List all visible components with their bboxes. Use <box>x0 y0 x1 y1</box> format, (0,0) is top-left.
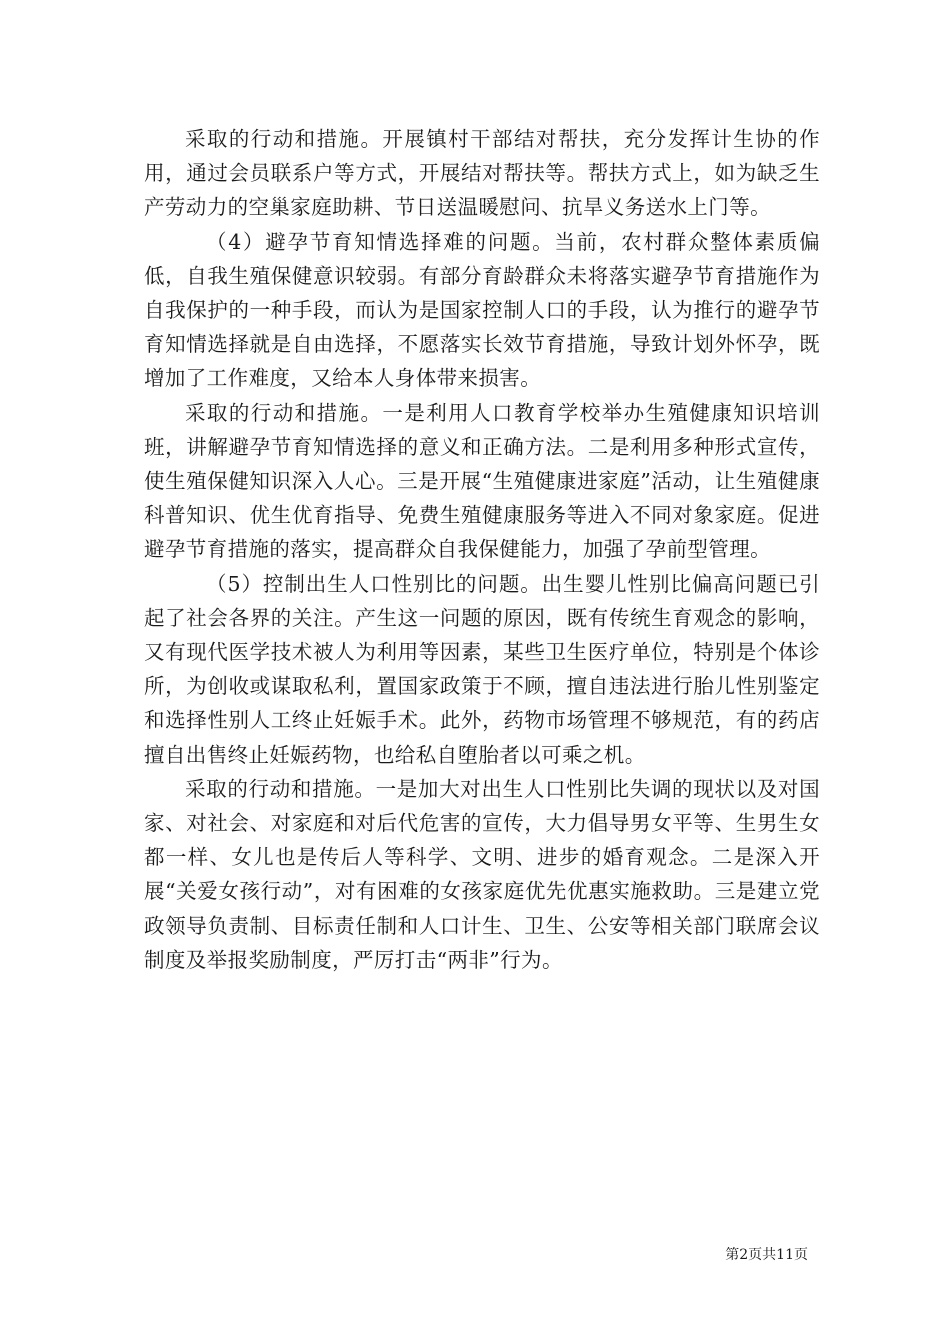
paragraph-measures-3: 采取的行动和措施。一是加大对出生人口性别比失调的现状以及对国家、对社会、对家庭和对后代危害的宣传，大力倡导男女平等、生男生女都一样、女儿也是传后人等科学、文明、进步的婚育观念。二是深入开展“关爱女孩行动”，对有困难的女孩家庭优先优惠实施救助。三是建立党政领导负责制、目标责任制和人口计生、卫生、公安等相关部门联席会议制度及举报奖励制度，严厉打击“两非”行为。 <box>144 776 820 972</box>
paragraph-measures-2: 采取的行动和措施。一是利用人口教育学校举办生殖健康知识培训班，讲解避孕节育知情选择的意义和正确方法。二是利用多种形式宣传，使生殖保健知识深入人心。三是开展“生殖健康进家庭”活动，让生殖健康科普知识、优生优育指导、免费生殖健康服务等进入不同对象家庭。促进避孕节育措施的落实，提高群众自我保健能力，加强了孕前型管理。 <box>144 400 820 562</box>
paragraph-issue-5: （5）控制出生人口性别比的问题。出生婴儿性别比偏高问题已引起了社会各界的关注。产生这一问题的原因，既有传统生育观念的影响，又有现代医学技术被人为利用等因素，某些卫生医疗单位，特别是个体诊所，为创收或谋取私利，置国家政策于不顾，擅自违法进行胎儿性别鉴定和选择性别人工终止妊娠手术。此外，药物市场管理不够规范，有的药店擅自出售终止妊娠药物，也给私自堕胎者以可乘之机。 <box>144 571 820 767</box>
paragraph-measures-1: 采取的行动和措施。开展镇村干部结对帮扶，充分发挥计生协的作用，通过会员联系户等方式，开展结对帮扶等。帮扶方式上，如为缺乏生产劳动力的空巢家庭助耕、节日送温暖慰问、抗旱义务送水上门等。 <box>144 127 820 220</box>
paragraph-issue-4: （4）避孕节育知情选择难的问题。当前，农村群众整体素质偏低，自我生殖保健意识较弱。有部分育龄群众未将落实避孕节育措施作为自我保护的一种手段，而认为是国家控制人口的手段，认为推行的避孕节育知情选择就是自由选择，不愿落实长效节育措施，导致计划外怀孕，既增加了工作难度，又给本人身体带来损害。 <box>144 229 820 391</box>
page-number-footer: 第2页共11页 <box>725 1247 808 1263</box>
body-text <box>144 122 820 977</box>
